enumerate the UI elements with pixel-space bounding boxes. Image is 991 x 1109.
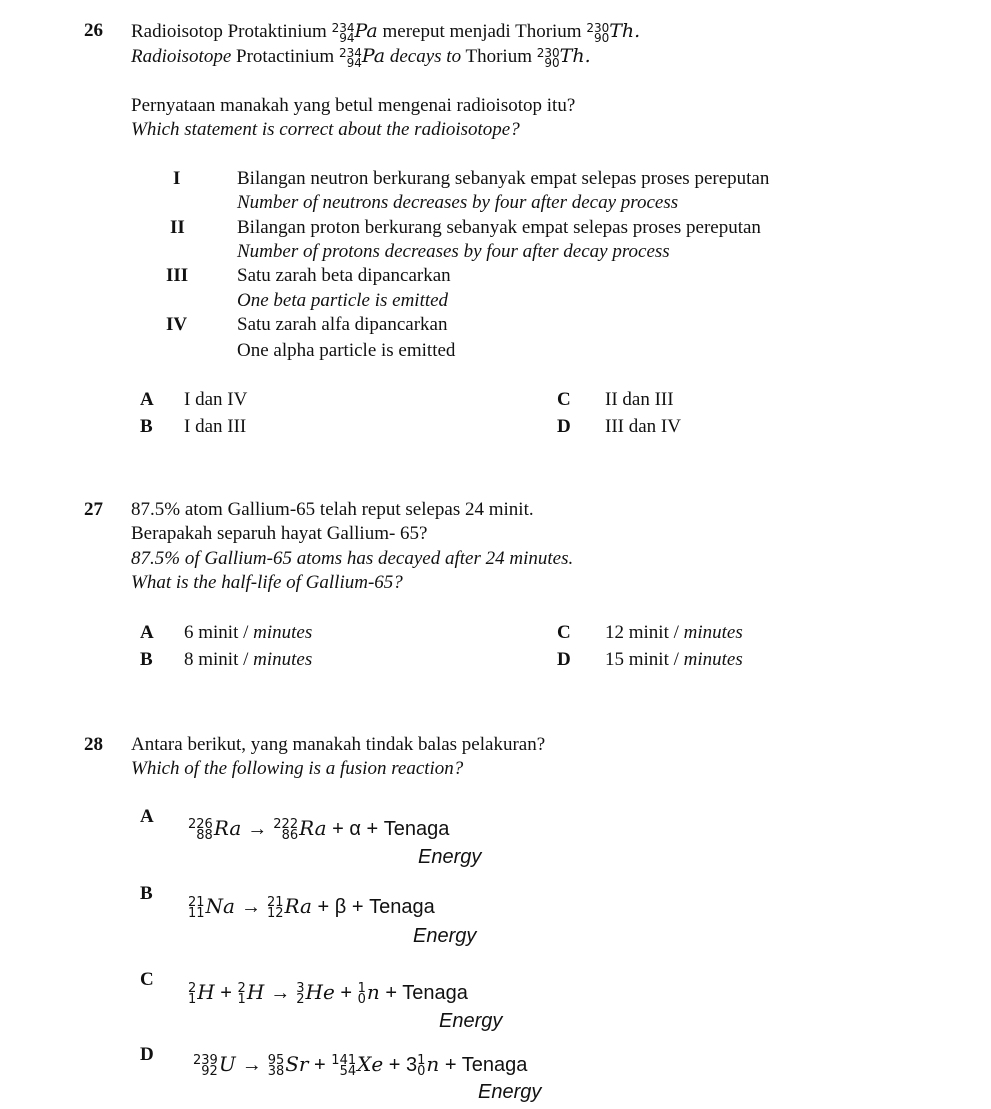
q28-line-1: Antara berikut, yang manakah tindak balas pelakuran? bbox=[131, 734, 546, 755]
statement-i-en: Number of neutrons decreases by four after decay process bbox=[237, 192, 679, 213]
symbol-sr: Sr bbox=[285, 1052, 309, 1076]
nuclide-u-239: 239 92 bbox=[193, 1052, 218, 1079]
symbol-xe: Xe bbox=[357, 1052, 384, 1076]
q26-line-en-word: Radioisotope bbox=[131, 46, 232, 67]
q28-option-b-letter[interactable]: B bbox=[140, 883, 153, 904]
q26-option-c-text[interactable]: II dan III bbox=[605, 389, 674, 410]
q26-option-c-letter[interactable]: C bbox=[557, 389, 571, 410]
symbol-n-d: n bbox=[426, 1052, 440, 1076]
symbol-h: H bbox=[197, 980, 215, 1004]
symbol-ra-b: Ra bbox=[284, 894, 312, 918]
symbol-n: n bbox=[366, 980, 380, 1004]
nuclide-xe-141: 141 54 bbox=[331, 1052, 357, 1079]
statement-iii-ms: Satu zarah beta dipancarkan bbox=[237, 265, 451, 286]
symbol-ra: Ra bbox=[213, 816, 242, 840]
q28-option-d-energy: Energy bbox=[478, 1081, 542, 1103]
question-number-28: 28 bbox=[84, 734, 103, 755]
question-number-27: 27 bbox=[84, 499, 103, 520]
q28-line-2: Which of the following is a fusion reaction? bbox=[131, 758, 464, 779]
q27-option-d-letter[interactable]: D bbox=[557, 649, 571, 670]
q28-option-d-letter[interactable]: D bbox=[140, 1044, 154, 1065]
nuclide-n-1: 1 0 bbox=[357, 980, 366, 1007]
q28-option-c-equation[interactable] bbox=[188, 980, 468, 1005]
q28-option-d-rest: + Tenaga bbox=[439, 1054, 528, 1076]
q27-option-c-letter[interactable]: C bbox=[557, 622, 571, 643]
q27-line-2: Berapakah separuh hayat Gallium- 65? bbox=[131, 523, 428, 544]
q28-option-b-rest: + β + Tenaga bbox=[311, 896, 435, 918]
symbol-pa-en: Pa bbox=[361, 45, 386, 67]
q27-option-a-letter[interactable]: A bbox=[140, 622, 154, 643]
q27-option-d-text[interactable]: 15 minit / minutes bbox=[605, 649, 743, 670]
q26-option-a-text[interactable]: I dan IV bbox=[184, 389, 248, 410]
statement-iv-en: One alpha particle is emitted bbox=[237, 340, 456, 361]
statement-numeral-iv: IV bbox=[166, 314, 188, 335]
q26-line-en-pre: Protactinium bbox=[231, 46, 339, 67]
nuclide-ra-226: 226 88 bbox=[188, 816, 213, 843]
q27-option-c-text[interactable]: 12 minit / minutes bbox=[605, 622, 743, 643]
nuclide-n-1-d: 1 0 bbox=[417, 1052, 426, 1079]
q28-option-c-rest: + Tenaga bbox=[379, 982, 468, 1004]
q26-line-ms-pre: Radioisotop Protaktinium bbox=[131, 21, 332, 42]
q26-option-b-text[interactable]: I dan III bbox=[184, 416, 247, 437]
statement-ii-ms: Bilangan proton berkurang sebanyak empat selepas proses pereputan bbox=[237, 217, 761, 238]
plus-sign-2: + bbox=[334, 982, 358, 1004]
q27-line-3: 87.5% of Gallium-65 atoms has decayed after 24 minutes. bbox=[131, 548, 574, 569]
q28-option-a-rest: + α + Tenaga bbox=[326, 818, 450, 840]
q28-option-b-energy: Energy bbox=[413, 925, 477, 947]
symbol-ra-2: Ra bbox=[299, 816, 327, 840]
statement-iii-en: One beta particle is emitted bbox=[237, 290, 449, 311]
arrow-icon: → bbox=[247, 818, 268, 840]
arrow-icon: → bbox=[270, 982, 291, 1004]
nuclide-ra-222: 222 86 bbox=[273, 816, 299, 843]
arrow-icon: → bbox=[240, 896, 261, 918]
q26-prompt-ms: Pernyataan manakah yang betul mengenai radioisotop itu? bbox=[131, 95, 576, 116]
q26-line-en bbox=[131, 45, 591, 68]
q26-line-en-mid: decays to bbox=[385, 46, 462, 67]
q28-option-c-letter[interactable]: C bbox=[140, 969, 154, 990]
q28-option-a-equation[interactable] bbox=[188, 816, 449, 841]
symbol-th: Th. bbox=[609, 20, 641, 42]
nuclide-he-3: 3 2 bbox=[296, 980, 305, 1007]
nuclide-ra-21: 21 12 bbox=[266, 894, 284, 921]
statement-iv-ms: Satu zarah alfa dipancarkan bbox=[237, 314, 448, 335]
nuclide-h-2b: 2 1 bbox=[237, 980, 246, 1007]
symbol-u: U bbox=[218, 1052, 236, 1076]
q28-option-d-equation[interactable] bbox=[193, 1052, 527, 1077]
q28-option-b-equation[interactable] bbox=[188, 894, 435, 919]
symbol-he: He bbox=[305, 980, 335, 1004]
symbol-pa: Pa bbox=[354, 20, 378, 42]
q27-option-b-text[interactable]: 8 minit / minutes bbox=[184, 649, 313, 670]
nuclide-pa-234: 234 94 bbox=[331, 20, 355, 45]
q26-line-ms bbox=[131, 20, 640, 43]
statement-numeral-i: I bbox=[173, 168, 181, 189]
nuclide-th-230-en: 230 90 bbox=[536, 45, 560, 70]
statement-numeral-iii: III bbox=[166, 265, 189, 286]
plus-three: + 3 bbox=[383, 1054, 418, 1076]
q26-line-en-mid2: Thorium bbox=[461, 46, 537, 67]
question-number-26: 26 bbox=[84, 20, 103, 41]
q27-option-b-letter[interactable]: B bbox=[140, 649, 153, 670]
q26-prompt-en: Which statement is correct about the radioisotope? bbox=[131, 119, 520, 140]
q27-line-4: What is the half-life of Gallium-65? bbox=[131, 572, 403, 593]
plus-sign: + bbox=[214, 982, 238, 1004]
nuclide-pa-234-en: 234 94 bbox=[338, 45, 362, 70]
nuclide-sr-95: 95 38 bbox=[267, 1052, 285, 1079]
statement-ii-en: Number of protons decreases by four after decay process bbox=[237, 241, 670, 262]
q26-option-d-letter[interactable]: D bbox=[557, 416, 571, 437]
q28-option-a-energy: Energy bbox=[418, 846, 482, 868]
statement-i-ms: Bilangan neutron berkurang sebanyak empat selepas proses pereputan bbox=[237, 168, 770, 189]
arrow-icon: → bbox=[241, 1054, 262, 1076]
plus-sign: + bbox=[308, 1054, 332, 1076]
q27-option-a-text[interactable]: 6 minit / minutes bbox=[184, 622, 313, 643]
q26-option-b-letter[interactable]: B bbox=[140, 416, 153, 437]
nuclide-na-21: 21 11 bbox=[188, 894, 205, 921]
symbol-th-en: Th. bbox=[559, 45, 591, 67]
statement-numeral-ii: II bbox=[170, 217, 185, 238]
q28-option-c-energy: Energy bbox=[439, 1010, 503, 1032]
symbol-na: Na bbox=[205, 894, 235, 918]
q26-line-ms-mid: mereput menjadi Thorium bbox=[377, 21, 587, 42]
q27-line-1: 87.5% atom Gallium-65 telah reput selepas 24 minit. bbox=[131, 499, 534, 520]
nuclide-h-2: 2 1 bbox=[188, 980, 197, 1007]
q26-option-d-text[interactable]: III dan IV bbox=[605, 416, 681, 437]
nuclide-th-230: 230 90 bbox=[586, 20, 610, 45]
q28-option-a-letter[interactable]: A bbox=[140, 806, 154, 827]
q26-option-a-letter[interactable]: A bbox=[140, 389, 154, 410]
symbol-h-2: H bbox=[246, 980, 265, 1004]
